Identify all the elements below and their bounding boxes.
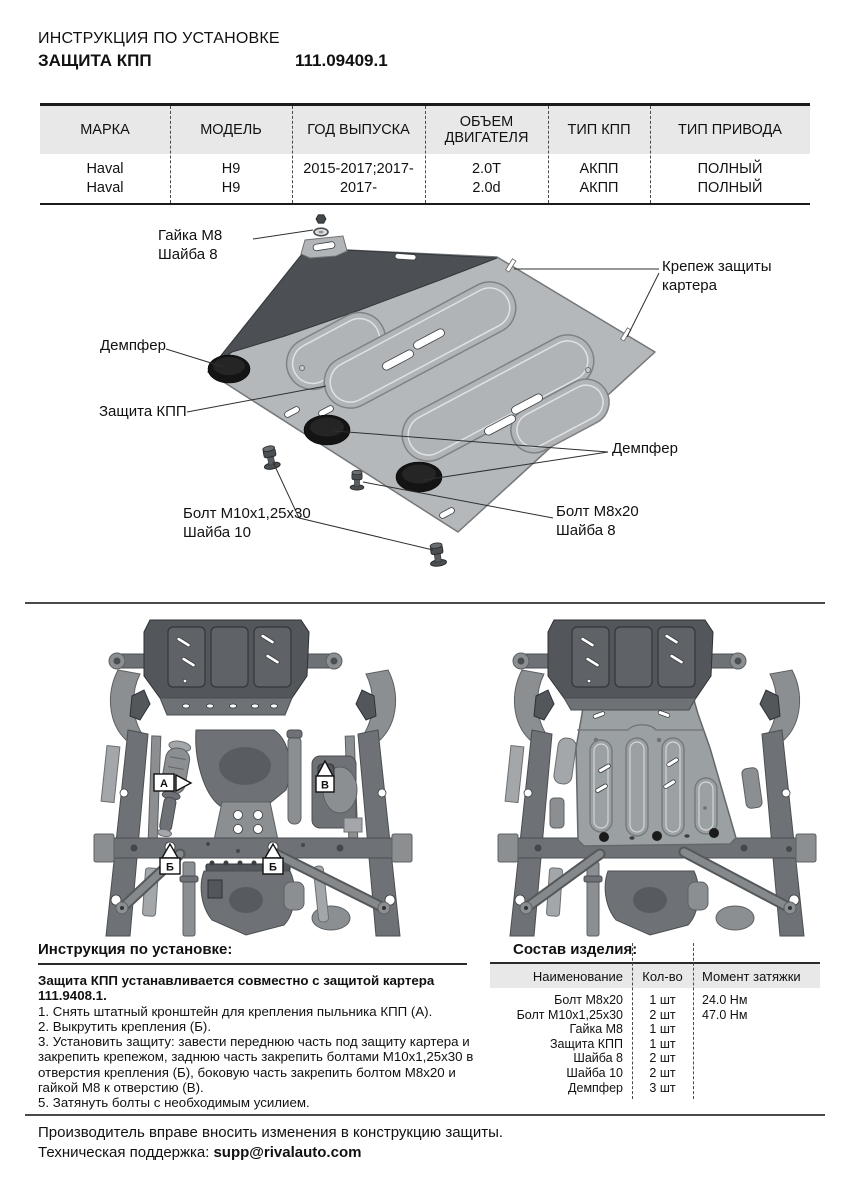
installed-guard-plate	[576, 700, 736, 846]
parts-table	[490, 962, 820, 1095]
label-bolt-m10: Болт М10х1,25х30 Шайба 10	[183, 505, 311, 541]
part-torque	[693, 1066, 820, 1081]
photo-underbody-before	[88, 618, 418, 938]
support-email: supp@rivalauto.com	[213, 1144, 362, 1161]
part-name: Демпфер	[568, 1080, 623, 1095]
part-qty: 1 шт	[649, 993, 676, 1007]
instruction-step: 3. Установить защиту: завести переднюю часть под защиту картера и закрепить крепежом, заднюю часть закрепить болтами М10х1,25х30 в отверстия крепления (Б), боковую часть закрепить болтом М8х20 и гайкой М8 к отверстию (В).	[38, 1034, 474, 1096]
cell-brand: Haval	[86, 180, 124, 196]
marker-v-label: В	[321, 779, 329, 792]
part-name: Шайба 8	[573, 1051, 623, 1066]
label-guard-plate: Защита КПП	[99, 403, 187, 420]
cell-engine: 2.0d	[472, 180, 501, 196]
col-header-engine: ОБЪЕМ ДВИГАТЕЛЯ	[444, 113, 529, 146]
cell-model: H9	[221, 161, 241, 177]
parts-row	[490, 1051, 820, 1066]
marker-b-label: Б	[166, 861, 174, 874]
col-header-name: Наименование	[532, 968, 623, 984]
instructions-heading: Инструкция по установке:	[38, 941, 233, 958]
label-damper-left: Демпфер	[100, 337, 166, 354]
col-header-gearbox: ТИП КПП	[567, 121, 631, 138]
part-name: Болт М8х20	[554, 993, 623, 1007]
label-nut: Гайка М8 Шайба 8	[158, 227, 223, 263]
support-label: Техническая поддержка:	[38, 1144, 210, 1161]
cell-year: 2015-2017;2017-	[303, 161, 414, 177]
cell-gearbox: АКПП	[579, 161, 619, 177]
parts-row	[490, 1066, 820, 1081]
label-damper-right: Демпфер	[612, 440, 678, 457]
parts-row	[490, 1008, 820, 1023]
col-header-qty: Кол-во	[642, 968, 683, 984]
part-torque: 47.0 Нм	[702, 1007, 748, 1022]
parts-header-row	[490, 964, 820, 988]
part-torque	[693, 1022, 820, 1037]
column-divider	[170, 106, 171, 203]
part-qty: 1 шт	[649, 1036, 676, 1051]
part-number: 111.09409.1	[295, 51, 388, 70]
exploded-view-diagram	[0, 200, 849, 602]
part-qty: 2 шт	[649, 1051, 676, 1066]
marker-b-label: Б	[269, 861, 277, 874]
part-name: Шайба 10	[566, 1065, 623, 1080]
label-bolt-m8: Болт М8х20 Шайба 8	[556, 503, 639, 539]
cell-model: H9	[221, 180, 241, 196]
fitment-table	[40, 103, 810, 205]
instructions-intro: Защита КПП устанавливается совместно с защитой картера 111.9408.1.	[38, 973, 435, 1004]
column-divider	[292, 106, 293, 203]
section-divider	[25, 602, 825, 604]
instruction-step: 1. Снять штатный кронштейн для крепления пыльника КПП (А).	[38, 1003, 433, 1019]
cell-brand: Haval	[86, 161, 124, 177]
manufacturer-note: Производитель вправе вносить изменения в конструкцию защиты.	[38, 1124, 504, 1141]
part-torque	[693, 1081, 820, 1096]
instruction-step: 5. Затянуть болты с необходимым усилием.	[38, 1095, 310, 1111]
bolt-m8-icon	[350, 470, 364, 490]
label-carter-mount: Крепеж защиты картера	[662, 258, 772, 294]
part-torque	[693, 1051, 820, 1066]
footer-divider	[25, 1114, 825, 1116]
column-divider	[425, 106, 426, 203]
part-qty: 2 шт	[649, 1007, 676, 1022]
bolt-m10-icon	[260, 444, 280, 470]
support-line	[38, 1144, 361, 1161]
part-qty: 2 шт	[649, 1065, 676, 1080]
parts-row	[490, 1081, 820, 1096]
cell-gearbox: АКПП	[579, 180, 619, 196]
cell-year: 2017-	[339, 180, 378, 196]
photo-underbody-after	[492, 618, 822, 938]
cell-drive: ПОЛНЫЙ	[697, 161, 763, 177]
header	[38, 30, 388, 71]
part-torque	[693, 1037, 820, 1052]
heading-underline	[38, 963, 467, 965]
page-title: ЗАЩИТА КПП	[38, 51, 152, 70]
part-qty: 1 шт	[649, 1022, 676, 1037]
col-header-torque: Момент затяжки	[702, 968, 801, 984]
cell-engine: 2.0T	[471, 161, 501, 177]
nut-washer-icon	[314, 215, 328, 236]
installation-instructions	[38, 941, 474, 1111]
marker-a-label: А	[160, 778, 168, 790]
column-divider	[632, 943, 633, 1099]
col-header-year: ГОД ВЫПУСКА	[307, 121, 410, 138]
part-torque: 24.0 Нм	[702, 993, 748, 1007]
column-divider	[693, 943, 694, 1099]
instruction-step: 2. Выкрутить крепления (Б).	[38, 1018, 212, 1034]
parts-row	[490, 1037, 820, 1052]
bolt-m10-icon	[428, 542, 447, 567]
part-qty: 3 шт	[649, 1080, 676, 1095]
part-name: Защита КПП	[549, 1036, 623, 1051]
parts-row	[490, 1022, 820, 1037]
part-name: Гайка М8	[569, 1022, 623, 1037]
col-header-brand: МАРКА	[80, 121, 130, 138]
column-divider	[548, 106, 549, 203]
part-name: Болт М10х1,25х30	[516, 1007, 623, 1022]
parts-list-heading: Состав изделия:	[513, 941, 638, 958]
doc-type: ИНСТРУКЦИЯ ПО УСТАНОВКЕ	[38, 30, 280, 47]
col-header-model: МОДЕЛЬ	[200, 121, 262, 138]
parts-row	[490, 993, 820, 1008]
column-divider	[650, 106, 651, 203]
col-header-drive: ТИП ПРИВОДА	[678, 121, 782, 138]
cell-drive: ПОЛНЫЙ	[697, 180, 763, 196]
